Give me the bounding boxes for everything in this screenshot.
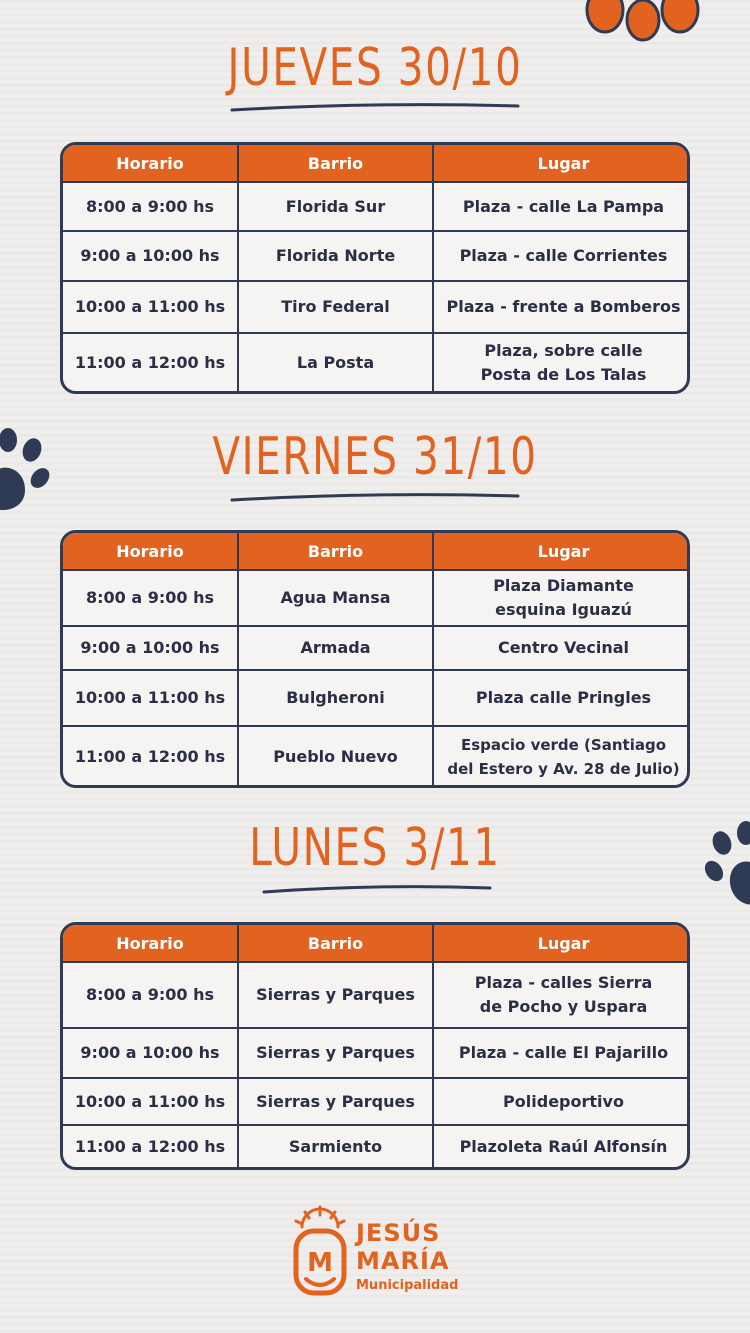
table-row xyxy=(63,962,690,1028)
table-row xyxy=(63,726,690,786)
cell-horario: 11:00 a 12:00 hs xyxy=(63,726,238,786)
cell-lugar: Polideportivo xyxy=(433,1078,690,1125)
cell-horario: 10:00 a 11:00 hs xyxy=(63,1078,238,1125)
schedule-table-thursday xyxy=(60,142,690,394)
cell-horario: 9:00 a 10:00 hs xyxy=(63,626,238,670)
cell-barrio: Sierras y Parques xyxy=(238,962,433,1028)
table-row xyxy=(63,570,690,626)
cell-barrio: La Posta xyxy=(238,333,433,392)
cell-lugar: Centro Vecinal xyxy=(433,626,690,670)
day-title-monday: LUNES 3/11 xyxy=(249,818,501,878)
cell-lugar: Plaza, sobre calle Posta de Los Talas xyxy=(433,333,690,392)
table-row xyxy=(63,1078,690,1125)
cell-horario: 8:00 a 9:00 hs xyxy=(63,182,238,231)
paw-print-icon xyxy=(0,420,65,520)
cell-barrio: Florida Norte xyxy=(238,231,433,281)
header-lugar: Lugar xyxy=(433,925,690,962)
cell-lugar: Plaza - frente a Bomberos xyxy=(433,281,690,333)
cell-barrio: Tiro Federal xyxy=(238,281,433,333)
cell-horario: 8:00 a 9:00 hs xyxy=(63,570,238,626)
municipality-logo xyxy=(290,1205,470,1300)
cell-lugar: Plaza - calles Sierra de Pocho y Uspara xyxy=(433,962,690,1028)
cell-horario: 11:00 a 12:00 hs xyxy=(63,1125,238,1168)
table-row xyxy=(63,333,690,392)
cell-lugar: Plaza - calle Corrientes xyxy=(433,231,690,281)
logo-line-municipalidad: Municipalidad xyxy=(356,1278,459,1293)
schedule-table-friday xyxy=(60,530,690,788)
jesus-maria-logo-mark xyxy=(290,1205,350,1300)
table-row xyxy=(63,626,690,670)
title-underline xyxy=(262,882,492,896)
day-title-friday: VIERNES 31/10 xyxy=(212,427,538,487)
header-barrio: Barrio xyxy=(238,925,433,962)
table-row xyxy=(63,670,690,726)
table-row xyxy=(63,231,690,281)
table-row xyxy=(63,1028,690,1078)
table-row xyxy=(63,182,690,231)
cell-barrio: Armada xyxy=(238,626,433,670)
header-barrio: Barrio xyxy=(238,533,433,570)
cell-lugar: Plaza calle Pringles xyxy=(433,670,690,726)
cell-lugar: Plaza - calle La Pampa xyxy=(433,182,690,231)
cell-barrio: Pueblo Nuevo xyxy=(238,726,433,786)
cell-lugar: Plazoleta Raúl Alfonsín xyxy=(433,1125,690,1168)
cell-barrio: Agua Mansa xyxy=(238,570,433,626)
logo-line-maria: MARÍA xyxy=(356,1247,450,1275)
header-lugar: Lugar xyxy=(433,145,690,182)
day-title-thursday: JUEVES 30/10 xyxy=(227,38,523,98)
cell-barrio: Bulgheroni xyxy=(238,670,433,726)
title-underline xyxy=(230,490,520,504)
cell-barrio: Sarmiento xyxy=(238,1125,433,1168)
header-lugar: Lugar xyxy=(433,533,690,570)
cell-lugar: Plaza - calle El Pajarillo xyxy=(433,1028,690,1078)
table-row xyxy=(63,281,690,333)
cell-horario: 8:00 a 9:00 hs xyxy=(63,962,238,1028)
cell-horario: 10:00 a 11:00 hs xyxy=(63,670,238,726)
header-horario: Horario xyxy=(63,533,238,570)
cell-barrio: Sierras y Parques xyxy=(238,1078,433,1125)
cell-barrio: Sierras y Parques xyxy=(238,1028,433,1078)
cell-horario: 9:00 a 10:00 hs xyxy=(63,231,238,281)
cell-horario: 11:00 a 12:00 hs xyxy=(63,333,238,392)
paw-print-icon xyxy=(698,815,750,915)
cell-lugar: Plaza Diamante esquina Iguazú xyxy=(433,570,690,626)
cell-horario: 9:00 a 10:00 hs xyxy=(63,1028,238,1078)
cell-barrio: Florida Sur xyxy=(238,182,433,231)
title-underline xyxy=(230,100,520,114)
header-barrio: Barrio xyxy=(238,145,433,182)
cell-lugar: Espacio verde (Santiago del Estero y Av. 28 de Julio) xyxy=(433,726,690,786)
cell-horario: 10:00 a 11:00 hs xyxy=(63,281,238,333)
logo-monogram: M xyxy=(307,1248,333,1278)
header-horario: Horario xyxy=(63,145,238,182)
table-row xyxy=(63,1125,690,1168)
logo-line-jesus: JESÚS xyxy=(356,1219,441,1247)
schedule-table-monday xyxy=(60,922,690,1170)
header-horario: Horario xyxy=(63,925,238,962)
